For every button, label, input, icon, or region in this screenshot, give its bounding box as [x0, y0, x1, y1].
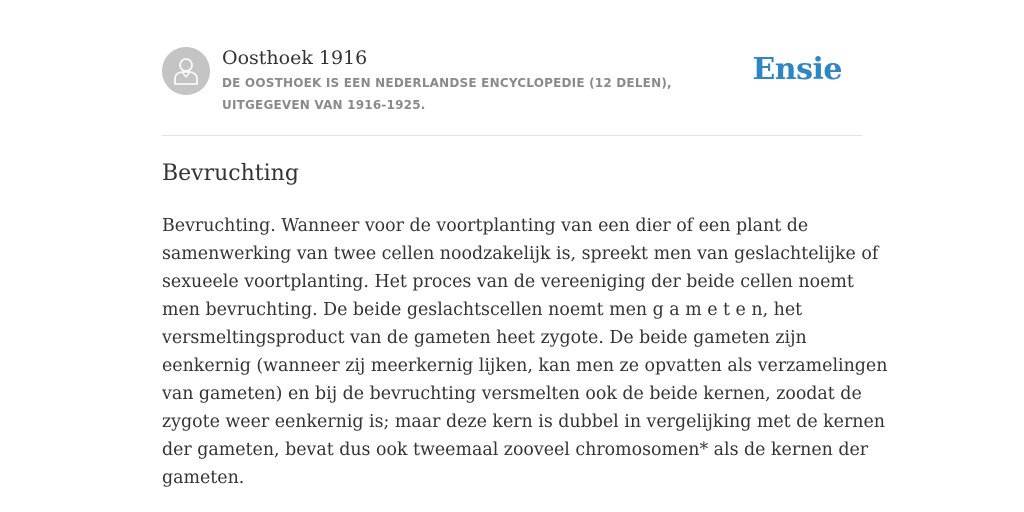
article-line: van gameten) en bij de bevruchting versmelten ook de beide kernen, zoodat de	[162, 384, 862, 404]
avatar[interactable]	[162, 47, 210, 95]
source-info	[222, 44, 762, 116]
article-title: Bevruchting	[162, 161, 299, 186]
user-icon	[172, 56, 200, 86]
article-line: sexueele voortplanting. Het proces van de vereeniging der beide cellen noemt	[162, 272, 854, 292]
article-line: samenwerking van twee cellen noodzakelijk is, spreekt men van geslachtelijke of	[162, 244, 879, 264]
divider	[162, 135, 862, 136]
article-body	[162, 212, 888, 492]
source-description: DE OOSTHOEK IS EEN NEDERLANDSE ENCYCLOPEDIE (12 DELEN), UITGEGEVEN VAN 1916-1925.	[222, 76, 672, 112]
brand-logo[interactable]: Ensie	[752, 52, 842, 87]
source-title[interactable]: Oosthoek 1916	[222, 47, 368, 69]
article-line: men bevruchting. De beide geslachtscellen noemt men g a m e t e n, het	[162, 300, 803, 320]
article-line: zygote weer eenkernig is; maar deze kern is dubbel in vergelijking met de kernen	[162, 412, 885, 432]
article-line: versmeltingsproduct van de gameten heet zygote. De beide gameten zijn	[162, 328, 807, 348]
article-line: eenkernig (wanneer zij meerkernig lijken, kan men ze opvatten als verzamelingen	[162, 356, 888, 376]
article-line: gameten.	[162, 468, 245, 488]
source-header	[162, 44, 862, 136]
article-line: Bevruchting. Wanneer voor de voortplanting van een dier of een plant de	[162, 216, 809, 236]
article-line: der gameten, bevat dus ook tweemaal zooveel chromosomen* als de kernen der	[162, 440, 869, 460]
